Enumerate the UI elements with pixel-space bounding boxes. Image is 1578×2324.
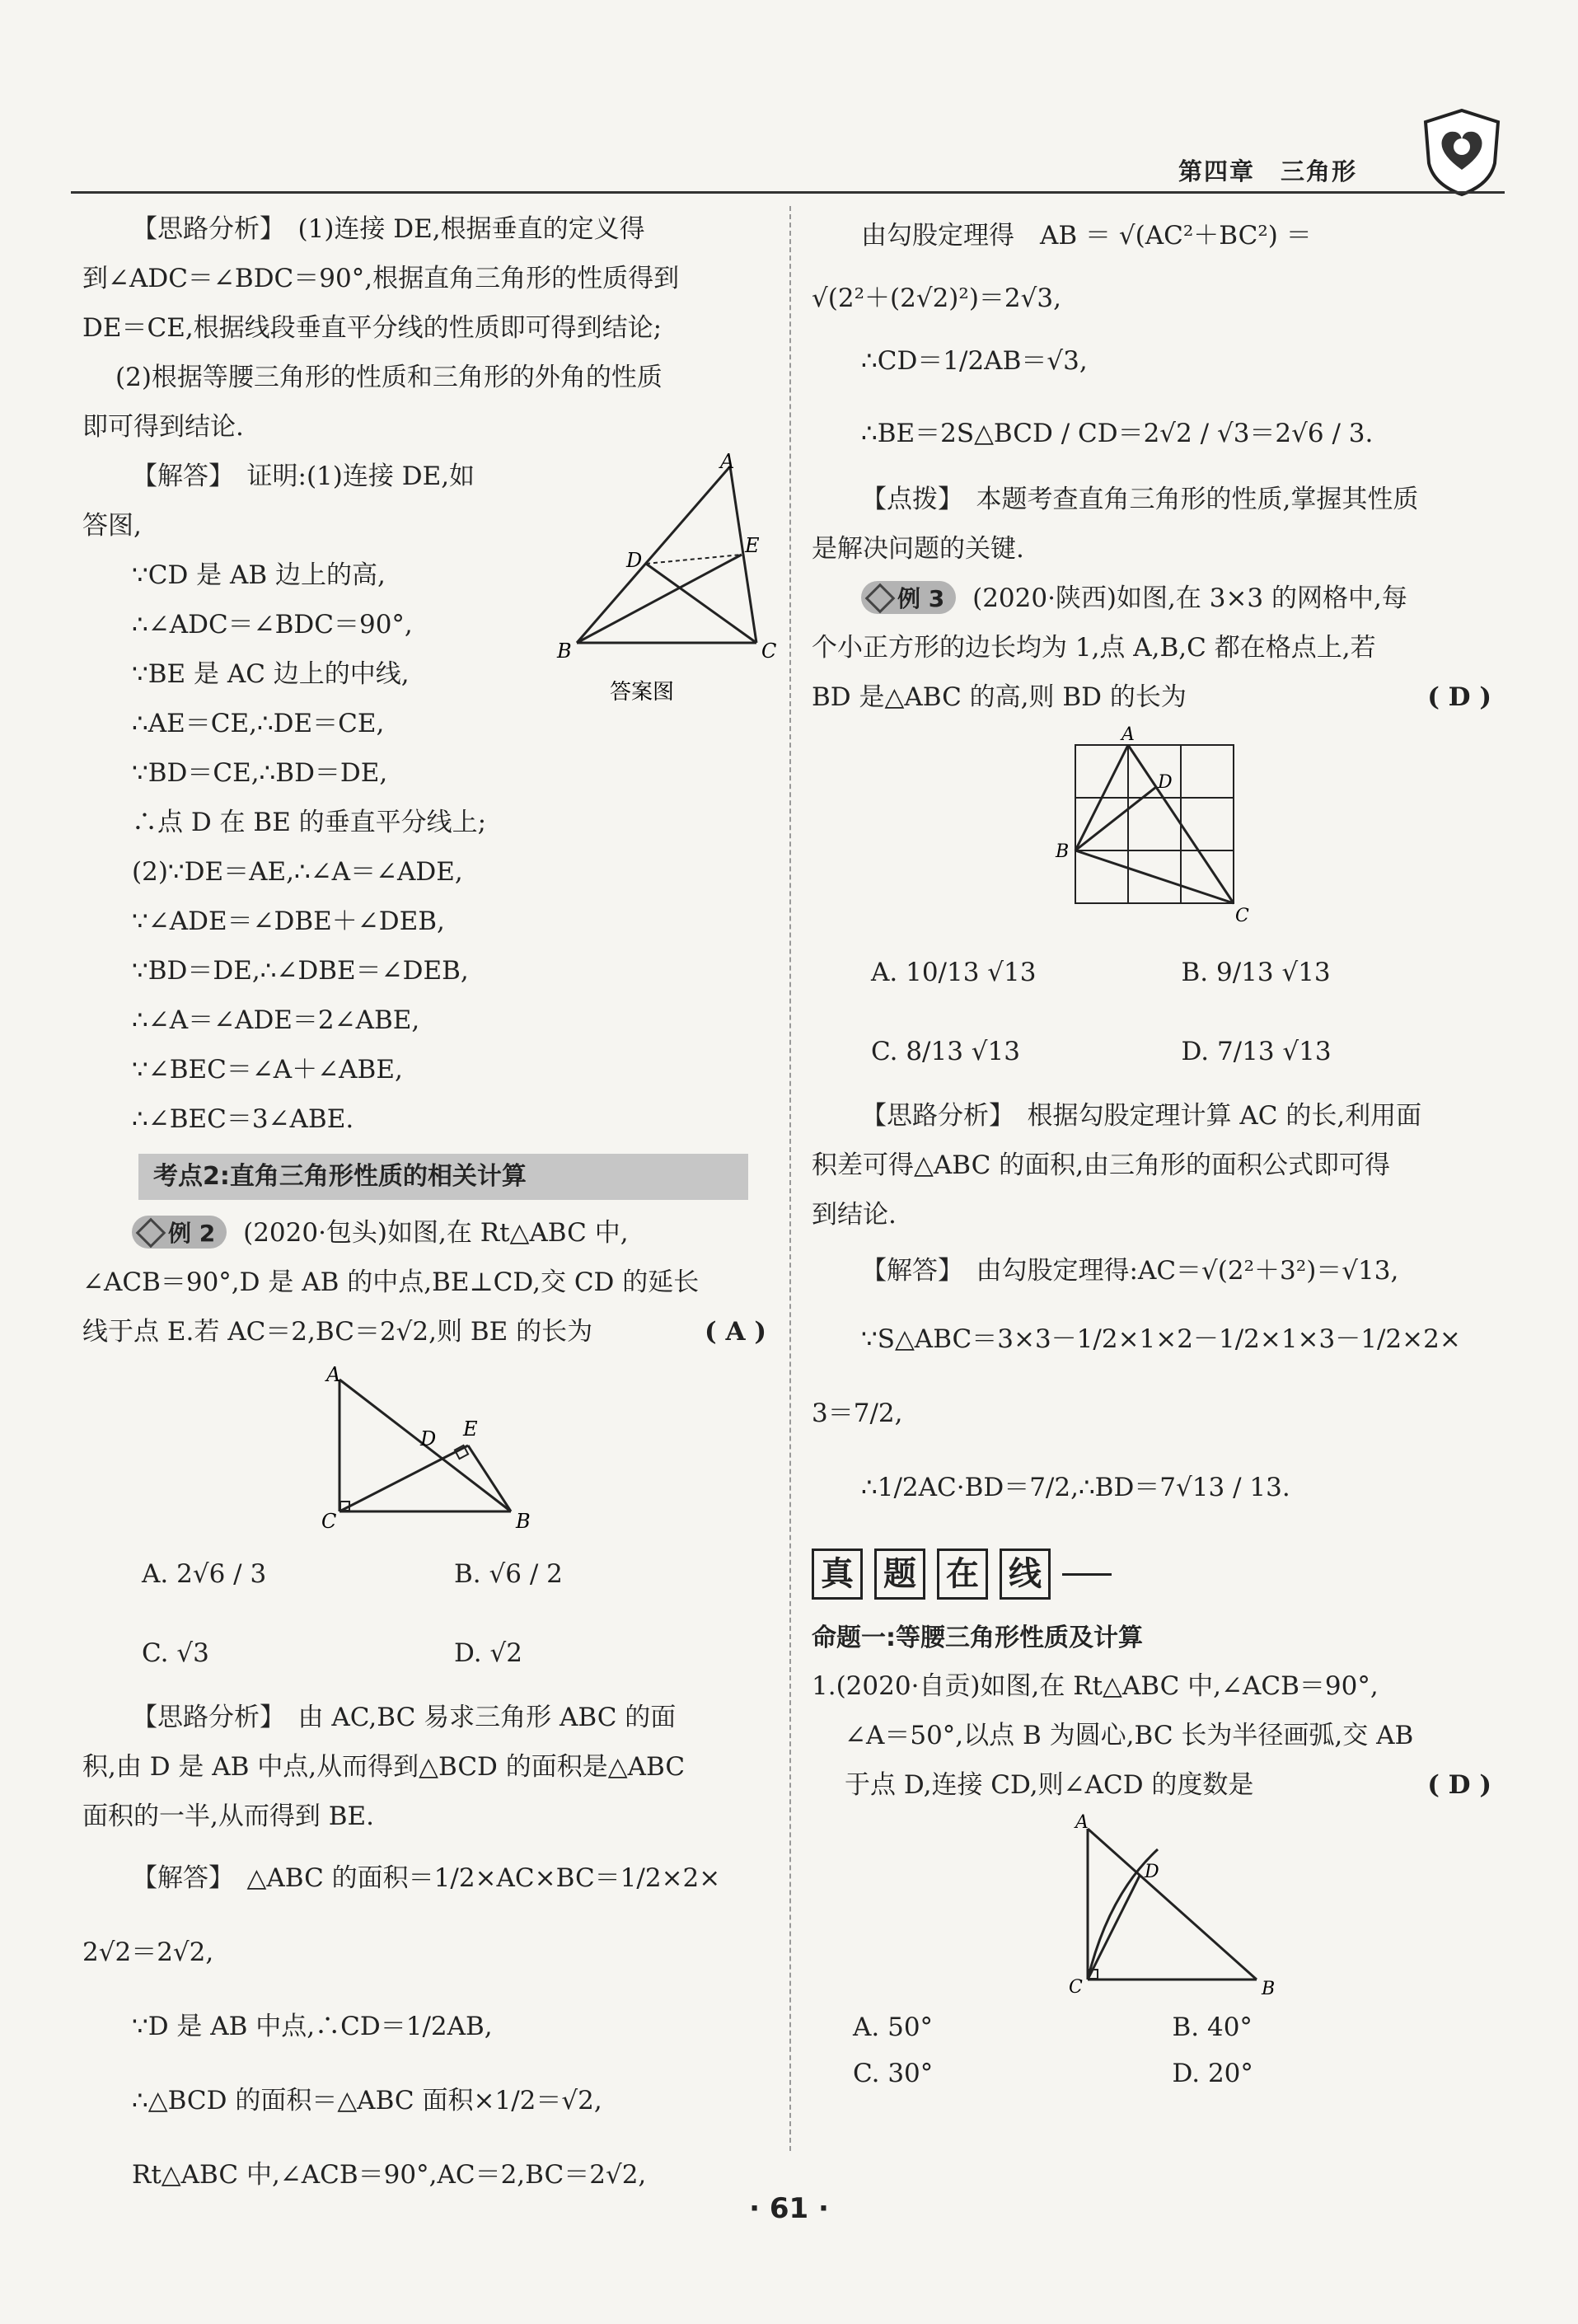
- text-line: 3＝7/2,: [812, 1399, 903, 1428]
- option-b: B. √6 / 2: [454, 1559, 563, 1589]
- proof-line: ∵CD 是 AB 边上的高,: [132, 560, 386, 590]
- banner-char: 线: [1000, 1549, 1051, 1600]
- text-line: ∵D 是 AB 中点,∴CD＝1/2AB,: [132, 2012, 493, 2041]
- banner-char: 真: [812, 1549, 863, 1600]
- example-badge: 例 3: [861, 581, 956, 614]
- topic-heading: 命题一:等腰三角形性质及计算: [812, 1624, 1143, 1652]
- option-d: D. 20°: [1172, 2059, 1253, 2088]
- text-line: ∴BE＝2S△BCD / CD＝2√2 / √3＝2√6 / 3.: [861, 419, 1374, 448]
- text-line: 到∠ADC＝∠BDC＝90°,根据直角三角形的性质得到: [82, 264, 680, 293]
- svg-text:C: C: [321, 1510, 337, 1533]
- proof-line: ∴点 D 在 BE 的垂直平分线上;: [132, 808, 487, 837]
- proof-line: ∵∠BEC＝∠A＋∠ABE,: [132, 1055, 403, 1085]
- text-line: 线于点 E.若 AC＝2,BC＝2√2,则 BE 的长为 ( A ): [82, 1307, 766, 1356]
- text-line: 【解答】 证明:(1)连接 DE,如: [132, 462, 475, 491]
- label-a: A: [720, 450, 735, 473]
- label-d: D: [626, 549, 643, 572]
- text-line: DE＝CE,根据线段垂直平分线的性质即可得到结论;: [82, 313, 663, 343]
- example2-options: [82, 1534, 766, 1693]
- column-divider: [789, 206, 791, 2151]
- svg-text:D: D: [1158, 772, 1173, 793]
- option-a: A. 2√6 / 3: [142, 1559, 267, 1589]
- question1-options: [812, 2004, 1491, 2097]
- text-line: ∠ACB＝90°,D 是 AB 的中点,BE⊥CD,交 CD 的延长: [82, 1267, 700, 1297]
- option-b: B. 9/13 √13: [1181, 958, 1331, 987]
- option-c: C. 8/13 √13: [871, 1037, 1020, 1066]
- question1-figure: [812, 1812, 1491, 1999]
- text-line: 个小正方形的边长均为 1,点 A,B,C 都在格点上,若: [812, 633, 1376, 663]
- text-line: 积,由 D 是 AB 中点,从而得到△BCD 的面积是△ABC: [82, 1752, 686, 1782]
- text-line: ∠A＝50°,以点 B 为圆心,BC 长为半径画弧,交 AB: [845, 1721, 1414, 1750]
- option-d: D. 7/13 √13: [1181, 1037, 1332, 1066]
- right-column: [812, 204, 1491, 2097]
- text-line: 由勾股定理得 AB ＝ √(AC²＋BC²) ＝: [861, 221, 1312, 251]
- text-line: 【思路分析】 根据勾股定理计算 AC 的长,利用面: [861, 1101, 1422, 1131]
- page-number: · 61 ·: [749, 2192, 829, 2225]
- text-line: 2√2＝2√2,: [82, 1937, 214, 1967]
- proof-line: ∵BD＝CE,∴BD＝DE,: [132, 758, 388, 788]
- svg-text:D: D: [1145, 1862, 1159, 1882]
- header-rule: [71, 191, 1505, 194]
- publisher-logo-icon: [1416, 105, 1508, 198]
- proof-line: ∵BE 是 AC 边上的中线,: [132, 659, 410, 689]
- text-line: 答图,: [82, 511, 142, 541]
- proof-line: ∴∠BEC＝3∠ABE.: [132, 1104, 354, 1134]
- text-line: ∵S△ABC＝3×3－1/2×1×2－1/2×1×3－1/2×2×: [861, 1324, 1461, 1354]
- example-badge: 例 2: [132, 1216, 227, 1249]
- section-heading: 考点2:直角三角形性质的相关计算: [138, 1154, 748, 1200]
- proof-line: ∴AE＝CE,∴DE＝CE,: [132, 709, 385, 738]
- banner-char: 题: [874, 1549, 925, 1600]
- figure-caption: 答案图: [610, 680, 675, 705]
- text-line: ∴1/2AC·BD＝7/2,∴BD＝7√13 / 13.: [861, 1473, 1290, 1502]
- answer-mark: ( A ): [705, 1317, 766, 1347]
- example-text: (2020·包头)如图,在 Rt△ABC 中,: [243, 1218, 629, 1248]
- text-line: 即可得到结论.: [82, 412, 244, 442]
- proof-line: ∴∠ADC＝∠BDC＝90°,: [132, 610, 413, 640]
- label-b: B: [557, 640, 572, 663]
- text-line: 【解答】 △ABC 的面积＝1/2×AC×BC＝1/2×2×: [132, 1863, 721, 1893]
- option-a: A. 10/13 √13: [871, 958, 1037, 987]
- svg-text:A: A: [1075, 1812, 1089, 1833]
- text-line: ∴CD＝1/2AB＝√3,: [861, 346, 1088, 376]
- example3-grid-figure: [812, 724, 1491, 926]
- proof-line: ∵BD＝DE,∴∠DBE＝∠DEB,: [132, 956, 469, 986]
- option-a: A. 50°: [853, 2012, 934, 2042]
- proof-line: ∵∠ADE＝∠DBE＋∠DEB,: [132, 907, 445, 936]
- text-line: 面积的一半,从而得到 BE.: [82, 1802, 374, 1831]
- diamond-icon: [865, 583, 896, 614]
- text-line: 积差可得△ABC 的面积,由三角形的面积公式即可得: [812, 1150, 1391, 1180]
- text-line: (2)根据等腰三角形的性质和三角形的外角的性质: [115, 363, 663, 392]
- svg-text:E: E: [463, 1417, 478, 1441]
- svg-text:B: B: [1056, 841, 1070, 862]
- label-e: E: [745, 534, 760, 557]
- svg-text:A: A: [326, 1363, 341, 1386]
- svg-text:B: B: [1262, 1979, 1276, 1999]
- proof-line: ∴∠A＝∠ADE＝2∠ABE,: [132, 1005, 420, 1035]
- svg-text:C: C: [1069, 1977, 1083, 1998]
- answer-mark: ( D ): [1427, 1770, 1491, 1800]
- banner-rule: [1062, 1573, 1112, 1576]
- svg-text:D: D: [420, 1427, 437, 1450]
- option-c: C. 30°: [853, 2059, 934, 2088]
- section-banner: [812, 1541, 1491, 1607]
- text-line: 到结论.: [812, 1200, 897, 1230]
- text-line: √(2²＋(2√2)²)＝2√3,: [812, 283, 1061, 313]
- example3-options: [812, 933, 1491, 1091]
- left-column: [82, 204, 777, 2212]
- answer-figure: [544, 450, 777, 707]
- text-line: BD 是△ABC 的高,则 BD 的长为 ( D ): [812, 672, 1491, 722]
- text-line: 是解决问题的关键.: [812, 534, 1024, 564]
- text-line: ∴△BCD 的面积＝△ABC 面积×1/2＝√2,: [132, 2086, 602, 2115]
- text-line: 于点 D,连接 CD,则∠ACD 的度数是 ( D ): [812, 1760, 1491, 1810]
- option-c: C. √3: [142, 1638, 209, 1668]
- text-line: 1.(2020·自贡)如图,在 Rt△ABC 中,∠ACB＝90°,: [812, 1671, 1379, 1701]
- diamond-icon: [136, 1218, 166, 1249]
- text-line: 【思路分析】 (1)连接 DE,根据垂直的定义得: [132, 214, 645, 244]
- chapter-title: 第四章 三角形: [1178, 157, 1358, 185]
- label-c: C: [761, 640, 777, 663]
- option-b: B. 40°: [1172, 2012, 1253, 2042]
- banner-char: 在: [937, 1549, 988, 1600]
- svg-text:A: A: [1121, 724, 1135, 745]
- example2-figure: [82, 1363, 766, 1533]
- text-line: Rt△ABC 中,∠ACB＝90°,AC＝2,BC＝2√2,: [132, 2160, 647, 2190]
- text-line: 【点拨】 本题考查直角三角形的性质,掌握其性质: [861, 485, 1419, 514]
- svg-text:C: C: [1235, 906, 1249, 926]
- answer-mark: ( D ): [1427, 682, 1491, 712]
- text-line: 【思路分析】 由 AC,BC 易求三角形 ABC 的面: [132, 1703, 677, 1732]
- example-text: (2020·陕西)如图,在 3×3 的网格中,每: [972, 583, 1407, 613]
- option-d: D. √2: [454, 1638, 522, 1668]
- proof-line: (2)∵DE＝AE,∴∠A＝∠ADE,: [132, 857, 463, 887]
- text-line: 【解答】 由勾股定理得:AC＝√(2²＋3²)＝√13,: [861, 1256, 1399, 1286]
- svg-text:B: B: [516, 1510, 531, 1533]
